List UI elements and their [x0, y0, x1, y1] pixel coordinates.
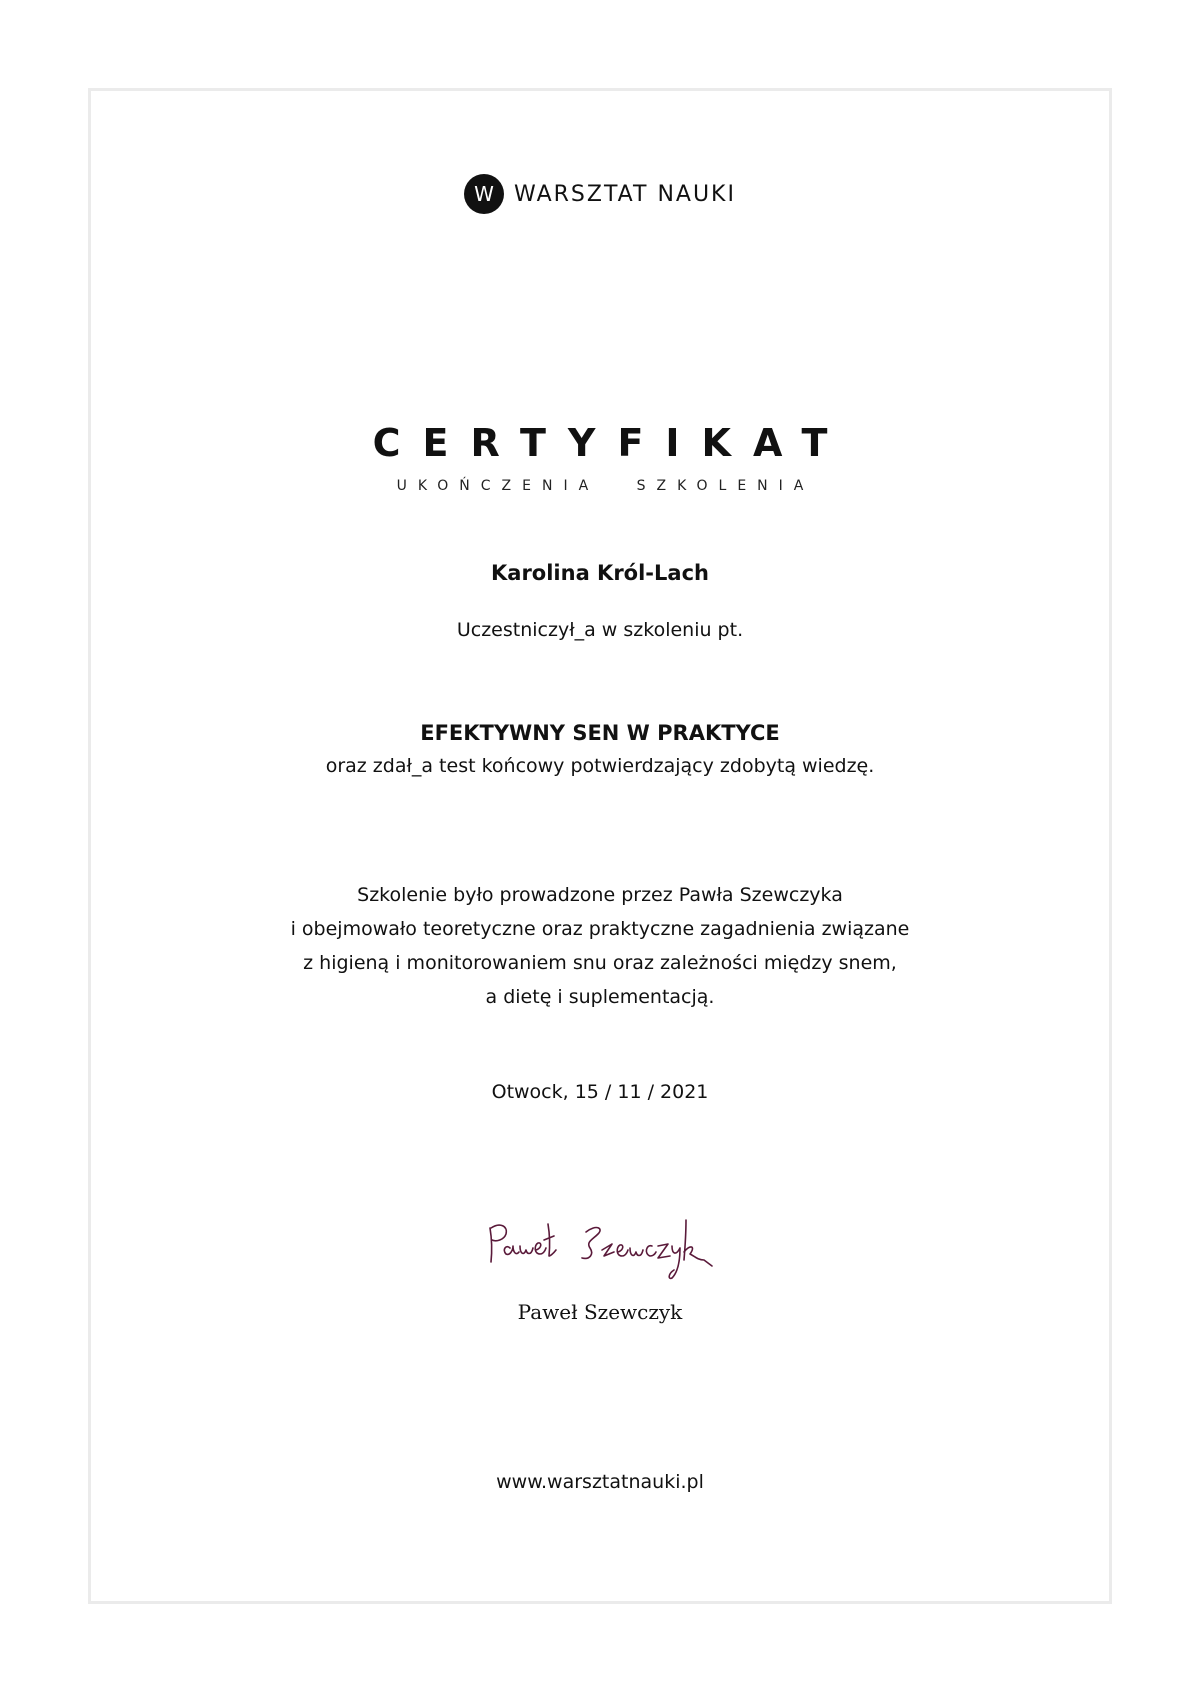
description-line: Szkolenie było prowadzone przez Pawła Szewczyka: [357, 884, 843, 906]
description-line: i obejmowało teoretyczne oraz praktyczne zagadnienia związane: [290, 918, 910, 940]
participation-text: Uczestniczył_a w szkoleniu pt.: [456, 619, 744, 641]
logo-mark-icon: W: [464, 174, 504, 214]
course-title: EFEKTYWNY SEN W PRAKTYCE: [420, 721, 780, 745]
logo-brand-name: WARSZTAT NAUKI: [514, 181, 736, 207]
signer-name: Paweł Szewczyk: [517, 1300, 683, 1324]
description-line: a dietę i suplementacją.: [485, 986, 715, 1008]
course-description: [0, 878, 1200, 1014]
passed-text: oraz zdał_a test końcowy potwierdzający zdobytą wiedzę.: [325, 755, 875, 777]
certificate-subtitle: UKOŃCZENIA SZKOLENIA: [396, 478, 815, 494]
recipient-name: Karolina Król-Lach: [491, 561, 709, 585]
place-and-date: Otwock, 15 / 11 / 2021: [491, 1081, 709, 1103]
certificate-frame: [88, 88, 1112, 1604]
description-line: z higieną i monitorowaniem snu oraz zależności między snem,: [303, 952, 897, 974]
handwritten-signature: [486, 1210, 716, 1290]
website-link[interactable]: www.warsztatnauki.pl: [496, 1471, 704, 1493]
certificate-title: CERTYFIKAT: [372, 421, 850, 465]
brand-logo: [0, 172, 1200, 216]
